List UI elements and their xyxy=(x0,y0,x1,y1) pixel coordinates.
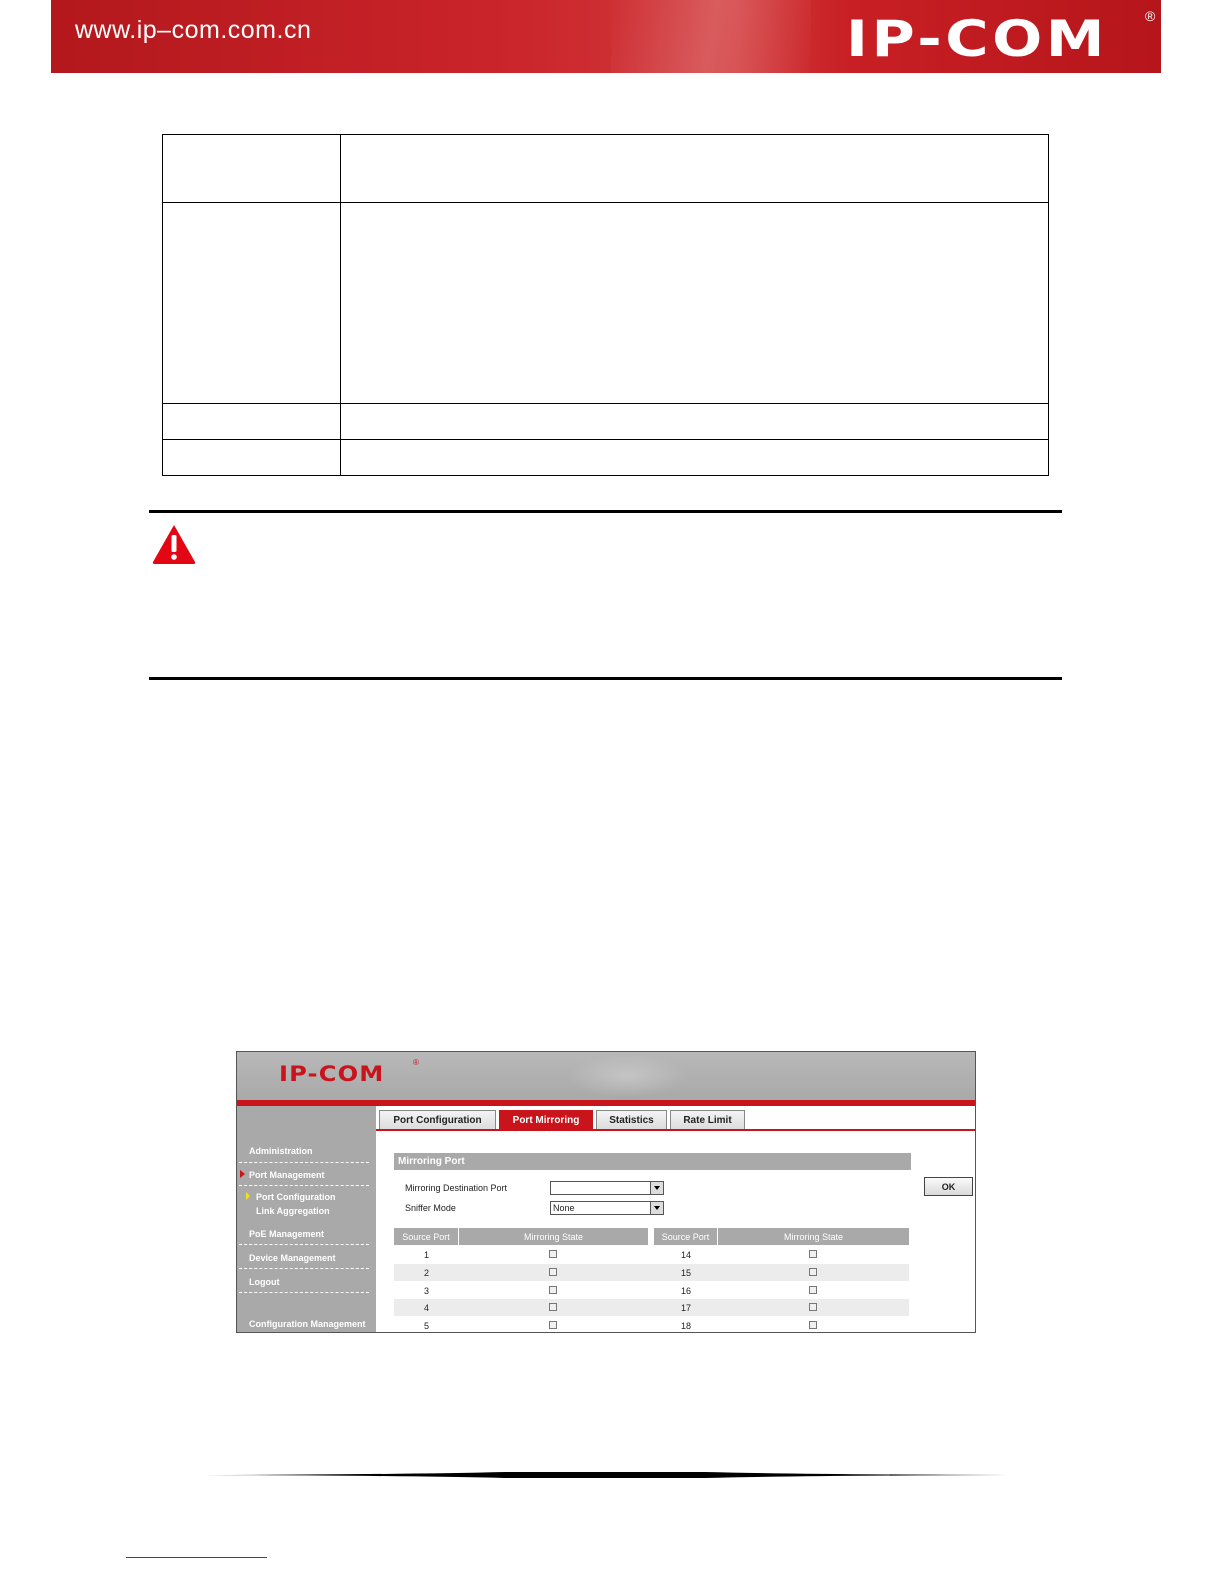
mirroring-checkbox[interactable] xyxy=(549,1303,557,1311)
tab-bar xyxy=(376,1106,975,1130)
ok-button[interactable]: OK xyxy=(924,1177,973,1196)
source-port-cell: 15 xyxy=(680,1267,691,1278)
source-port-cell: 18 xyxy=(680,1320,691,1331)
tab-rate-limit[interactable]: Rate Limit xyxy=(670,1110,745,1129)
source-port-cell: 2 xyxy=(423,1267,429,1278)
source-port-cell: 4 xyxy=(423,1302,429,1313)
mirroring-checkbox[interactable] xyxy=(809,1286,817,1294)
sniffer-mode-value: None xyxy=(553,1203,575,1213)
chevron-down-icon[interactable] xyxy=(650,1182,663,1194)
sidebar-item-port-management[interactable]: Port Management xyxy=(249,1170,325,1180)
parameter-table xyxy=(162,134,1049,476)
port-mirroring-screenshot xyxy=(236,1051,976,1333)
sidebar-item-device-management[interactable]: Device Management xyxy=(249,1253,336,1263)
header-mirroring-state: Mirroring State xyxy=(459,1228,649,1245)
destination-port-select[interactable] xyxy=(550,1181,664,1195)
header-source-port: Source Port xyxy=(654,1228,718,1245)
mirroring-checkbox[interactable] xyxy=(549,1321,557,1329)
footer-link-underline[interactable] xyxy=(126,1557,267,1558)
sniffer-mode-label: Sniffer Mode xyxy=(405,1203,456,1213)
source-port-cell: 14 xyxy=(680,1249,691,1260)
tab-port-mirroring[interactable]: Port Mirroring xyxy=(499,1110,593,1129)
tab-port-configuration[interactable]: Port Configuration xyxy=(379,1110,496,1129)
sidebar-divider xyxy=(239,1244,369,1245)
table-row-divider xyxy=(163,403,1048,404)
mirroring-checkbox[interactable] xyxy=(809,1321,817,1329)
sidebar-divider xyxy=(239,1185,369,1186)
chevron-down-icon[interactable] xyxy=(650,1202,663,1214)
sidebar xyxy=(237,1106,376,1332)
sidebar-divider xyxy=(239,1268,369,1269)
company-logo: IP-COM xyxy=(846,10,1109,68)
header-mirroring-state: Mirroring State xyxy=(718,1228,909,1245)
sidebar-item-poe-management[interactable]: PoE Management xyxy=(249,1229,325,1239)
tab-underline xyxy=(376,1129,975,1131)
header-source-port: Source Port xyxy=(394,1228,459,1245)
page-header-banner xyxy=(51,0,1161,73)
registered-mark: ® xyxy=(1145,8,1156,24)
mirroring-checkbox[interactable] xyxy=(549,1268,557,1276)
table-row-divider xyxy=(163,439,1048,440)
sidebar-item-logout[interactable]: Logout xyxy=(249,1277,280,1287)
sub-arrow-icon xyxy=(246,1192,250,1200)
mirroring-checkbox[interactable] xyxy=(549,1250,557,1258)
destination-port-label: Mirroring Destination Port xyxy=(405,1183,508,1193)
sidebar-item-link-aggregation[interactable]: Link Aggregation xyxy=(256,1206,330,1216)
sidebar-divider xyxy=(239,1292,369,1293)
warning-triangle-icon xyxy=(151,523,197,565)
tab-statistics[interactable]: Statistics xyxy=(596,1110,667,1129)
table-row xyxy=(394,1246,909,1263)
note-top-rule xyxy=(149,510,1062,513)
sidebar-divider xyxy=(239,1162,369,1163)
panel-title: Mirroring Port xyxy=(394,1153,911,1170)
source-port-cell: 5 xyxy=(423,1320,429,1331)
sidebar-item-port-configuration[interactable]: Port Configuration xyxy=(256,1192,336,1202)
sidebar-item-administration[interactable]: Administration xyxy=(249,1146,313,1156)
app-registered-mark: ® xyxy=(413,1058,419,1067)
table-row xyxy=(394,1264,909,1281)
website-url: www.ip–com.com.cn xyxy=(75,16,312,44)
table-row xyxy=(394,1282,909,1299)
source-port-cell: 3 xyxy=(423,1285,429,1296)
mirroring-checkbox[interactable] xyxy=(809,1250,817,1258)
active-arrow-icon xyxy=(240,1170,245,1178)
table-row xyxy=(394,1317,909,1333)
mirroring-checkbox[interactable] xyxy=(809,1303,817,1311)
sidebar-item-configuration-management[interactable]: Configuration Management xyxy=(249,1319,366,1329)
app-header xyxy=(237,1052,975,1100)
mirroring-checkbox[interactable] xyxy=(809,1268,817,1276)
banner-sheen xyxy=(611,0,811,73)
sniffer-mode-select[interactable] xyxy=(550,1201,664,1215)
footer-rule xyxy=(205,1471,1008,1479)
note-bottom-rule xyxy=(149,677,1062,680)
table-row-divider xyxy=(163,202,1048,203)
table-column-divider xyxy=(340,135,341,475)
source-port-cell: 16 xyxy=(680,1285,691,1296)
table-row xyxy=(394,1299,909,1316)
mirroring-checkbox[interactable] xyxy=(549,1286,557,1294)
app-logo: IP-COM xyxy=(279,1062,385,1086)
source-port-cell: 1 xyxy=(423,1249,429,1260)
world-map-watermark xyxy=(567,1054,687,1098)
source-port-cell: 17 xyxy=(680,1302,691,1313)
